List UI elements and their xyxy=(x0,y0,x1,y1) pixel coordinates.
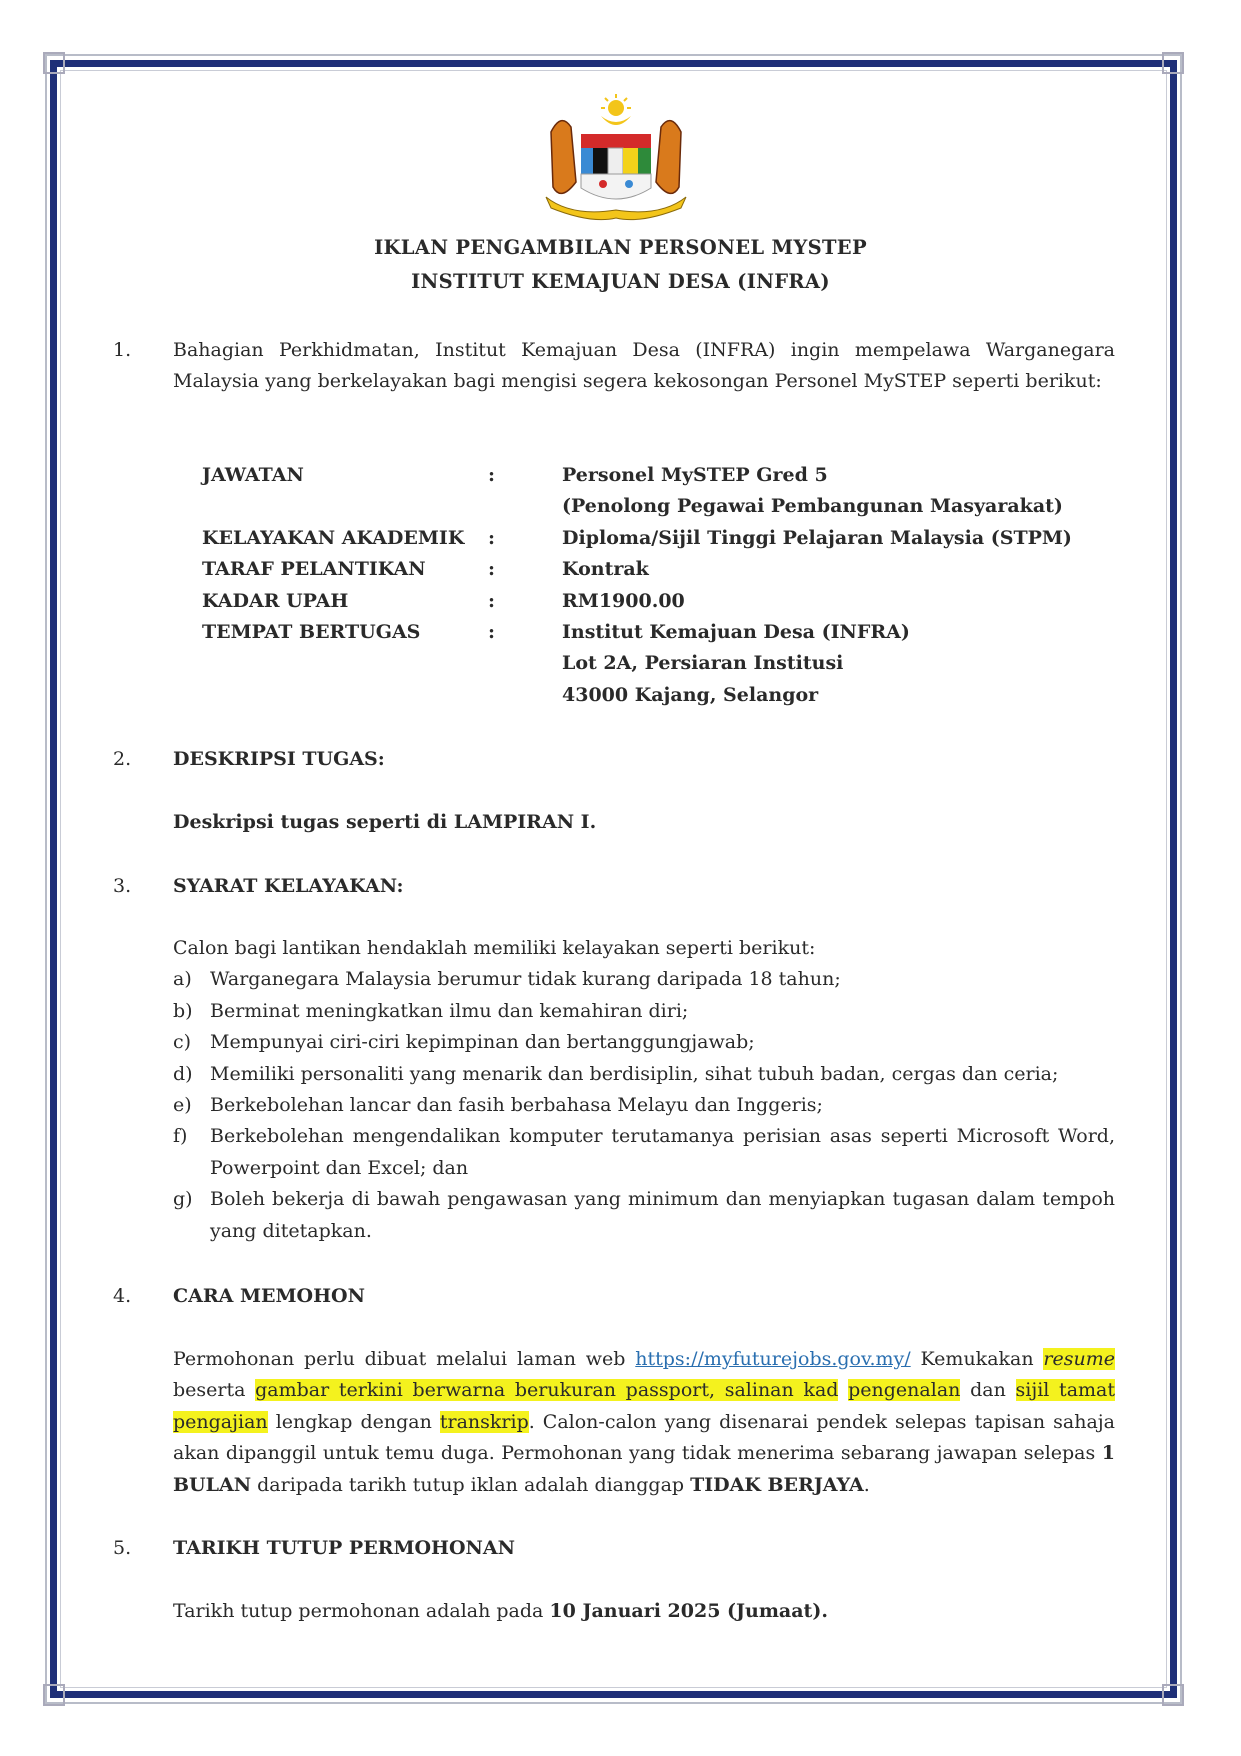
detail-row xyxy=(202,523,1122,554)
detail-value: Institut Kemajuan Desa (INFRA) xyxy=(562,621,910,643)
item-key: c) xyxy=(173,1031,192,1054)
item-key: e) xyxy=(173,1094,192,1117)
separator: : xyxy=(488,621,496,643)
highlight: sijil tamat pengajian xyxy=(173,1379,1115,1433)
detail-label: TARAF PELANTIKAN xyxy=(202,558,426,581)
item-key: b) xyxy=(173,999,193,1022)
requirement-item xyxy=(173,1090,1115,1121)
bold-text: TIDAK BERJAYA xyxy=(690,1473,864,1496)
detail-row xyxy=(202,680,1122,711)
detail-value: Personel MySTEP Gred 5 xyxy=(562,464,828,486)
section-heading: SYARAT KELAYAKAN: xyxy=(173,875,404,897)
separator: : xyxy=(488,589,496,612)
item-text: Berkebolehan lancar dan fasih berbahasa Melayu dan Inggeris; xyxy=(210,1094,823,1117)
section-number: 1. xyxy=(113,339,132,361)
application-paragraph xyxy=(173,1344,1115,1501)
application-link[interactable]: https://myfuturejobs.gov.my/ xyxy=(635,1348,911,1370)
text: dan xyxy=(960,1379,1016,1402)
document-title: IKLAN PENGAMBILAN PERSONEL MYSTEP xyxy=(374,236,867,259)
section-heading: CARA MEMOHON xyxy=(173,1285,365,1307)
requirements-intro: Calon bagi lantikan hendaklah memiliki kelayakan seperti berikut: xyxy=(173,937,816,959)
detail-value: (Penolong Pegawai Pembangunan Masyarakat) xyxy=(562,495,1063,518)
item-key: d) xyxy=(173,1062,193,1085)
detail-label: KELAYAKAN AKADEMIK xyxy=(202,526,465,549)
requirements xyxy=(173,933,1115,1247)
item-key: a) xyxy=(173,968,192,991)
requirement-item xyxy=(173,1027,1115,1058)
item-text: Mempunyai ciri-ciri kepimpinan dan bertanggungjawab; xyxy=(210,1031,755,1054)
highlight: gambar terkini berwarna berukuran passport, salinan kad xyxy=(255,1379,839,1402)
detail-label: TEMPAT BERTUGAS xyxy=(202,621,421,643)
highlight: pengenalan xyxy=(848,1379,961,1402)
section-heading: TARIKH TUTUP PERMOHONAN xyxy=(173,1537,516,1559)
separator: : xyxy=(488,526,496,549)
document-subtitle: INSTITUT KEMAJUAN DESA (INFRA) xyxy=(411,270,830,293)
closing-date xyxy=(173,1596,828,1627)
section-number: 5. xyxy=(113,1537,132,1559)
detail-row xyxy=(202,586,1122,617)
text: Kemukakan xyxy=(910,1348,1044,1370)
duty-description: Deskripsi tugas seperti di LAMPIRAN I. xyxy=(173,811,597,833)
text: Permohonan perlu dibuat melalui laman web xyxy=(173,1348,636,1370)
text: . Calon-calon yang disenarai pendek selepas tapisan sahaja akan dipanggil untuk temu duga. Permohonan yang tidak menerima sebarang jawapan selepas xyxy=(173,1410,1115,1465)
corner-ornament xyxy=(1162,1684,1184,1706)
detail-value: RM1900.00 xyxy=(562,589,685,612)
highlight: resume xyxy=(1043,1348,1115,1370)
item-text: Berkebolehan mengendalikan komputer terutamanya perisian asas seperti Microsoft Word, Powerpoint dan Excel; dan xyxy=(210,1125,1115,1179)
highlight: transkrip xyxy=(439,1410,529,1433)
detail-row xyxy=(202,554,1122,585)
section-number: 4. xyxy=(113,1285,132,1307)
item-text: Warganegara Malaysia berumur tidak kurang daripada 18 tahun; xyxy=(210,968,841,991)
bold-text: 1 BULAN xyxy=(173,1442,1115,1496)
requirement-item xyxy=(173,964,1115,995)
text: lengkap dengan xyxy=(267,1410,440,1433)
text: . xyxy=(863,1473,870,1496)
corner-ornament xyxy=(1162,52,1184,74)
detail-value: Lot 2A, Persiaran Institusi xyxy=(562,652,844,675)
item-text: Berminat meningkatkan ilmu dan kemahiran diri; xyxy=(210,999,689,1022)
section-number: 2. xyxy=(113,748,132,770)
separator: : xyxy=(488,464,496,486)
text: daripada tarikh tutup iklan adalah dianggap xyxy=(251,1473,691,1496)
text: Tarikh tutup permohonan adalah pada xyxy=(173,1600,550,1622)
item-text: Memiliki personaliti yang menarik dan berdisiplin, sihat tubuh badan, cergas dan ceria; xyxy=(210,1062,1059,1085)
detail-row xyxy=(202,617,1122,648)
requirement-item xyxy=(173,1121,1115,1184)
text: . xyxy=(821,1600,828,1622)
section-number: 3. xyxy=(113,875,132,897)
detail-label: KADAR UPAH xyxy=(202,589,349,612)
detail-value: 43000 Kajang, Selangor xyxy=(562,683,819,706)
requirement-item xyxy=(173,1059,1115,1090)
separator: : xyxy=(488,558,496,581)
closing-date-value: 10 Januari 2025 (Jumaat) xyxy=(549,1600,822,1622)
item-key: g) xyxy=(173,1188,193,1211)
requirement-item xyxy=(173,996,1115,1027)
text xyxy=(838,1379,848,1401)
detail-label: JAWATAN xyxy=(202,464,304,486)
detail-value: Kontrak xyxy=(562,558,649,581)
coat-of-arms-logo xyxy=(531,92,701,222)
section-heading: DESKRIPSI TUGAS: xyxy=(173,748,385,770)
detail-row xyxy=(202,648,1122,679)
intro-paragraph: Bahagian Perkhidmatan, Institut Kemajuan Desa (INFRA) ingin mempelawa Warganegara Malaysia yang berkelayakan bagi mengisi segera kekosongan Personel MySTEP seperti berikut: xyxy=(173,339,1115,393)
requirements-list xyxy=(173,964,1115,1247)
detail-value: Diploma/Sijil Tinggi Pelajaran Malaysia (STPM) xyxy=(562,526,1072,549)
corner-ornament xyxy=(43,52,65,74)
item-key: f) xyxy=(173,1125,188,1148)
detail-row xyxy=(202,460,1122,491)
text: beserta xyxy=(173,1379,256,1402)
corner-ornament xyxy=(43,1684,65,1706)
requirement-item xyxy=(173,1184,1115,1247)
item-text: Boleh bekerja di bawah pengawasan yang minimum dan menyiapkan tugasan dalam tempoh yang ditetapkan. xyxy=(210,1188,1115,1242)
detail-row xyxy=(202,491,1122,522)
